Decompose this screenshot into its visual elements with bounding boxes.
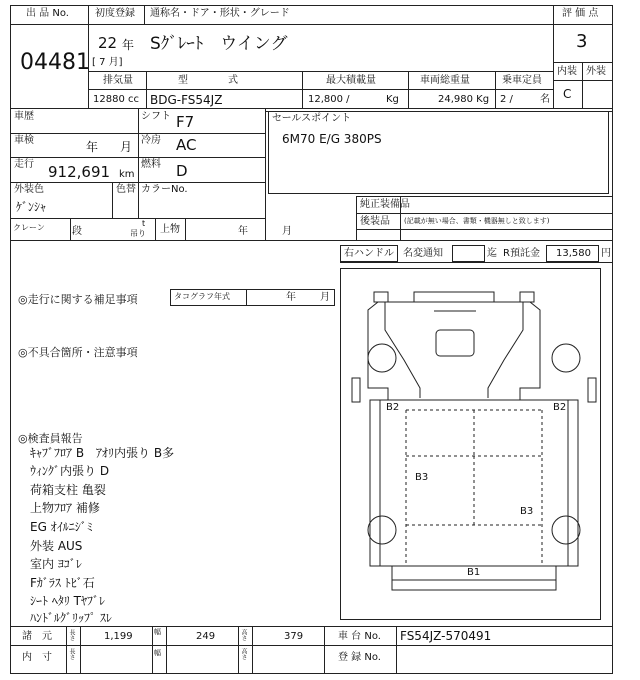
mileage-unit: km xyxy=(119,169,135,180)
ac-value: AC xyxy=(176,136,197,154)
gross-weight-value: 24,980 Kg xyxy=(438,94,490,105)
crane-stage: 段 xyxy=(72,226,82,237)
inspector-line: ｷｬﾌﾞﾌﾛｱ B ｱｵﾘ内張り B多 xyxy=(30,446,175,460)
recycle-unit: 円 xyxy=(601,248,611,259)
interior-grade-value: C xyxy=(563,87,572,101)
inspector-line: ｳｨﾝｸﾞ内張り D xyxy=(30,464,110,478)
upper-label: 上物 xyxy=(160,224,180,235)
inspection-year: 年 xyxy=(86,140,99,154)
fuel-value: D xyxy=(176,162,188,180)
rating-value: 3 xyxy=(576,31,588,52)
damage-mark-rear: B1 xyxy=(467,567,481,578)
exterior-grade-label: 外装 xyxy=(586,66,606,77)
sales-point-label: セールスポイント xyxy=(272,113,352,124)
truck-diagram xyxy=(352,292,596,590)
damage-mark-left-side: B2 xyxy=(386,402,400,413)
height-value: 379 xyxy=(284,631,304,642)
inspection-month: 月 xyxy=(120,140,133,154)
model-label: 通称名・ドア・形状・グレード xyxy=(150,8,290,19)
max-load-value: 12,800 / xyxy=(308,94,350,105)
damage-mark-right-side: B2 xyxy=(553,402,567,413)
gross-weight-label: 車両総重量 xyxy=(420,75,470,86)
exterior-color-value: ｹﾞﾝｼｬ xyxy=(16,200,47,214)
aftermarket-label: 後装品 xyxy=(360,216,390,227)
first-registration-month: [ 7 月] xyxy=(92,57,123,68)
inspector-line: 上物ﾌﾛｱ 補修 xyxy=(30,501,100,515)
mileage-value: 912,691 xyxy=(48,163,111,181)
chassis-number-value: FS54JZ-570491 xyxy=(400,629,492,643)
defects-label: ◎不具合箇所・注意事項 xyxy=(18,346,138,359)
lot-number: 04481 xyxy=(20,50,90,75)
genuine-equipment-label: 純正装備品 xyxy=(360,199,410,210)
inner-length-label: 長さ xyxy=(68,648,75,660)
aftermarket-note: (記載が無い場合、書類・機器無しと致します) xyxy=(404,217,550,225)
recycle-amount: 13,580 xyxy=(556,248,591,259)
recycle-label: R預託金 xyxy=(503,248,540,259)
inspector-line: ｼｰﾄ ﾍﾀﾘ Tﾔﾌﾞﾚ xyxy=(30,594,105,608)
displacement-label: 排気量 xyxy=(103,75,133,86)
first-registration-label: 初度登録 xyxy=(95,8,135,19)
registration-number-label: 登 録 No. xyxy=(338,652,381,663)
chassis-number-label: 車 台 No. xyxy=(338,631,381,642)
length-label: 長さ xyxy=(68,629,75,641)
crane-hook: 吊り xyxy=(130,229,146,238)
sales-point-value: 6M70 E/G 380PS xyxy=(282,132,382,146)
capacity-unit: 名 xyxy=(540,94,550,105)
inspector-report-label: ◎検査員報告 xyxy=(18,432,83,445)
inspector-line: Fｶﾞﾗｽ ﾄﾋﾞ石 xyxy=(30,576,95,590)
history-label: 車歴 xyxy=(14,111,34,122)
model-name: Sｸﾞﾚｰﾄ ウイング xyxy=(150,34,288,54)
exterior-color-label: 外装色 xyxy=(14,184,44,195)
inner-height-label: 高さ xyxy=(240,648,247,660)
first-registration-year: 22 xyxy=(98,34,118,52)
color-change-label: 色替 xyxy=(116,184,136,195)
type-label: 型 式 xyxy=(178,75,238,86)
crane-label: クレーン xyxy=(13,223,45,232)
mileage-label: 走行 xyxy=(14,159,34,170)
max-load-unit: Kg xyxy=(386,94,399,105)
first-registration-year-unit: 年 xyxy=(122,38,135,52)
damage-mark-left-body: B3 xyxy=(415,472,429,483)
inner-dimensions-label: 内 寸 xyxy=(22,652,52,663)
inspector-line: ﾊﾝﾄﾞﾙｸﾞﾘｯﾌﾟ ｽﾚ xyxy=(30,611,112,625)
spec-label: 諸 元 xyxy=(22,631,52,642)
height-label: 高さ xyxy=(240,629,247,641)
width-value: 249 xyxy=(196,631,216,642)
tachograph-label: タコグラフ年式 xyxy=(174,292,230,301)
right-hand-drive: 右ハンドル xyxy=(344,248,394,259)
inspector-line: 室内 ﾖｺﾞﾚ xyxy=(30,557,82,571)
shift-value: F7 xyxy=(176,113,195,131)
interior-grade-label: 内装 xyxy=(557,66,577,77)
capacity-label: 乗車定員 xyxy=(502,75,542,86)
inspector-line: EG ｵｲﾙﾆｼﾞﾐ xyxy=(30,520,93,534)
tachograph-month: 月 xyxy=(320,292,330,303)
crane-ton: t xyxy=(142,219,146,228)
inner-width-label: 幅 xyxy=(154,649,161,657)
model-code: BDG-FS54JZ xyxy=(150,93,223,107)
shift-label: シフト xyxy=(141,111,171,122)
deadline-label: 迄 xyxy=(487,248,497,259)
damage-mark-right-body: B3 xyxy=(520,506,534,517)
inspector-line: 外装 AUS xyxy=(30,539,83,553)
fuel-label: 燃料 xyxy=(141,159,161,170)
length-value: 1,199 xyxy=(104,631,133,642)
upper-month: 月 xyxy=(282,226,292,237)
color-number-label: カラーNo. xyxy=(141,184,188,195)
lot-label: 出 品 No. xyxy=(26,8,69,19)
max-load-label: 最大積載量 xyxy=(326,75,376,86)
driving-remarks-label: ◎走行に関する補足事項 xyxy=(18,293,138,306)
ac-label: 冷房 xyxy=(141,135,161,146)
upper-year: 年 xyxy=(238,226,248,237)
displacement-value: 12880 cc xyxy=(93,94,139,105)
inspector-line: 荷箱支柱 亀裂 xyxy=(30,483,106,497)
width-label: 幅 xyxy=(154,628,161,636)
name-change-notice: 名変通知 xyxy=(403,248,443,259)
inspection-label: 車検 xyxy=(14,135,34,146)
tachograph-year: 年 xyxy=(286,292,296,303)
rating-label: 評 価 点 xyxy=(562,8,599,19)
capacity-value: 2 / xyxy=(500,94,513,105)
